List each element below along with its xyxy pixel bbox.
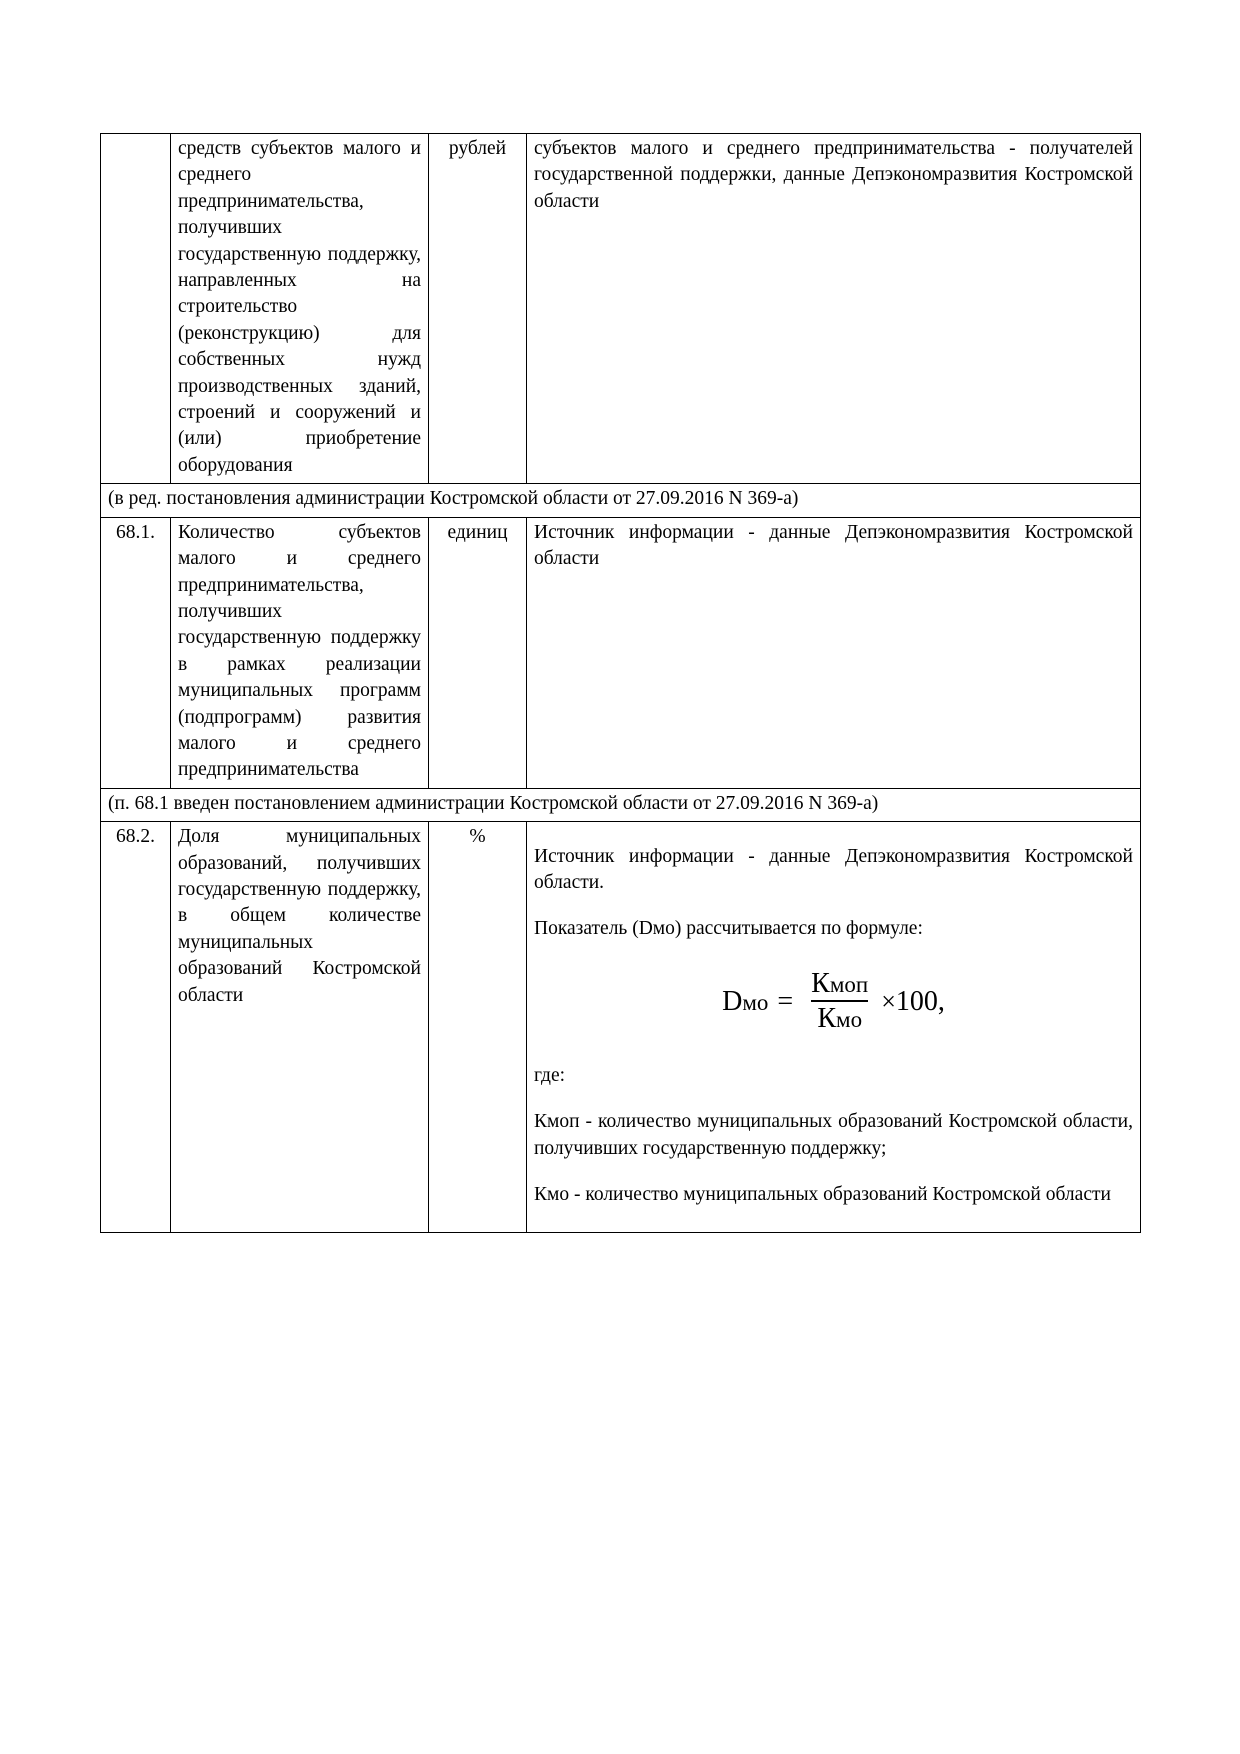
formula-multiply-sign: × — [881, 986, 896, 1016]
where-label: где: — [534, 1065, 566, 1087]
formula-numerator-subscript: моп — [829, 972, 869, 998]
table-note-row — [101, 788, 1141, 821]
formula-lhs — [722, 985, 769, 1017]
row-unit-cell: рублей — [429, 134, 527, 484]
table-row — [101, 517, 1141, 788]
formula-equals-sign: = — [777, 985, 794, 1017]
formula-lhs-subscript: мо — [742, 989, 769, 1015]
row-name-cell: средств субъектов малого и среднего предпринимательства, получивших государственную поддержку, направленных на строительство (реконструкцию) для собственных нужд производственных зданий, строений и сооружений и (или) приобретение оборудования — [171, 134, 429, 484]
row-source-cell: субъектов малого и среднего предпринимательства - получателей государственной поддержки, данные Депэкономразвития Костромской области — [527, 134, 1141, 484]
definition-kmo: Кмо - количество муниципальных образований Костромской области — [534, 1183, 1111, 1205]
row-number-cell — [101, 134, 171, 484]
row-source-cell: Источник информации - данные Депэкономразвития Костромской области — [527, 517, 1141, 788]
formula-lhs-symbol: D — [722, 985, 743, 1017]
row-number-cell: 68.1. — [101, 517, 171, 788]
table-row — [101, 822, 1141, 1232]
formula-intro-text: Показатель (Dмо) рассчитывается по формуле: — [534, 917, 923, 939]
definition-kmop: Кмоп - количество муниципальных образований Костромской области, получивших государственную поддержку; — [534, 1111, 1133, 1159]
formula-fraction — [805, 970, 874, 1033]
formula-denominator-symbol: К — [817, 1003, 837, 1035]
amendment-note: (п. 68.1 введен постановлением администрации Костромской области от 27.09.2016 N 369-а) — [101, 788, 1141, 821]
row-name-cell: Доля муниципальных образований, получивших государственную поддержку, в общем количестве муниципальных образований Костромской области — [171, 822, 429, 1232]
formula-factor: 100, — [895, 985, 945, 1017]
row-unit-cell: % — [429, 822, 527, 1232]
table-row — [101, 134, 1141, 484]
row-unit-cell: единиц — [429, 517, 527, 788]
formula-denominator — [811, 1000, 868, 1033]
formula-denominator-subscript: мо — [836, 1007, 863, 1033]
table-note-row — [101, 484, 1141, 517]
formula-numerator-symbol: К — [811, 968, 830, 1000]
source-intro-text: Источник информации - данные Депэкономразвития Костромской области. — [534, 845, 1133, 894]
indicators-table — [100, 133, 1141, 1233]
formula-dmo — [722, 970, 945, 1033]
formula-block — [534, 970, 1133, 1033]
amendment-note: (в ред. постановления администрации Костромской области от 27.09.2016 N 369-а) — [101, 484, 1141, 517]
row-name-cell: Количество субъектов малого и среднего предпринимательства, получивших государственную поддержку в рамках реализации муниципальных программ (подпрограмм) развития малого и среднего предпринимательства — [171, 517, 429, 788]
formula-numerator — [805, 970, 874, 1000]
row-source-cell — [527, 822, 1141, 1232]
row-number-cell: 68.2. — [101, 822, 171, 1232]
